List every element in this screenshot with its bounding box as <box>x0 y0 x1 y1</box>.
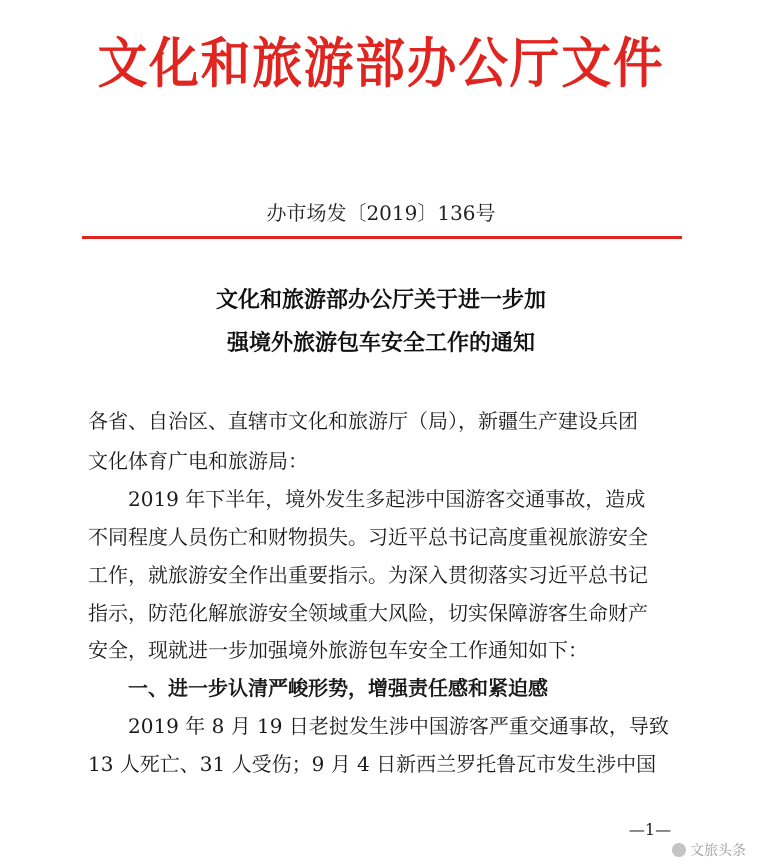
section-heading: 一、进一步认清严峻形势，增强责任感和紧迫感 <box>128 676 548 700</box>
body-paragraph-line: 2019 年下半年，境外发生多起涉中国游客交通事故，造成 <box>128 487 646 511</box>
org-header-title: 文化和旅游部办公厅文件 <box>97 31 665 95</box>
watermark-logo-icon <box>672 843 686 857</box>
document-number: 办市场发〔2019〕136号 <box>266 201 496 225</box>
addressee-line-1: 各省、自治区、直辖市文化和旅游厅（局），新疆生产建设兵团 <box>88 409 638 433</box>
body-paragraph-line: 安全，现就进一步加强境外旅游包车安全工作通知如下： <box>88 638 588 662</box>
page-number: —1— <box>628 820 672 839</box>
watermark <box>672 838 758 862</box>
body-paragraph-line: 不同程度人员伤亡和财物损失。习近平总书记高度重视旅游安全 <box>88 525 648 549</box>
notice-title-line-1: 文化和旅游部办公厅关于进一步加 <box>215 287 546 313</box>
body-paragraph-line: 2019 年 8 月 19 日老挝发生涉中国游客严重交通事故，导致 <box>128 714 669 738</box>
notice-title-line-2: 强境外旅游包车安全工作的通知 <box>226 330 535 356</box>
red-divider <box>82 236 682 239</box>
body-paragraph-line: 指示，防范化解旅游安全领域重大风险，切实保障游客生命财产 <box>88 601 648 625</box>
body-paragraph-line: 工作，就旅游安全作出重要指示。为深入贯彻落实习近平总书记 <box>88 563 648 587</box>
body-paragraph-line: 13 人死亡、31 人受伤；9 月 4 日新西兰罗托鲁瓦市发生涉中国 <box>88 752 657 776</box>
addressee-line-2: 文化体育广电和旅游局： <box>88 449 308 473</box>
watermark-text: 文旅头条 <box>690 843 746 859</box>
